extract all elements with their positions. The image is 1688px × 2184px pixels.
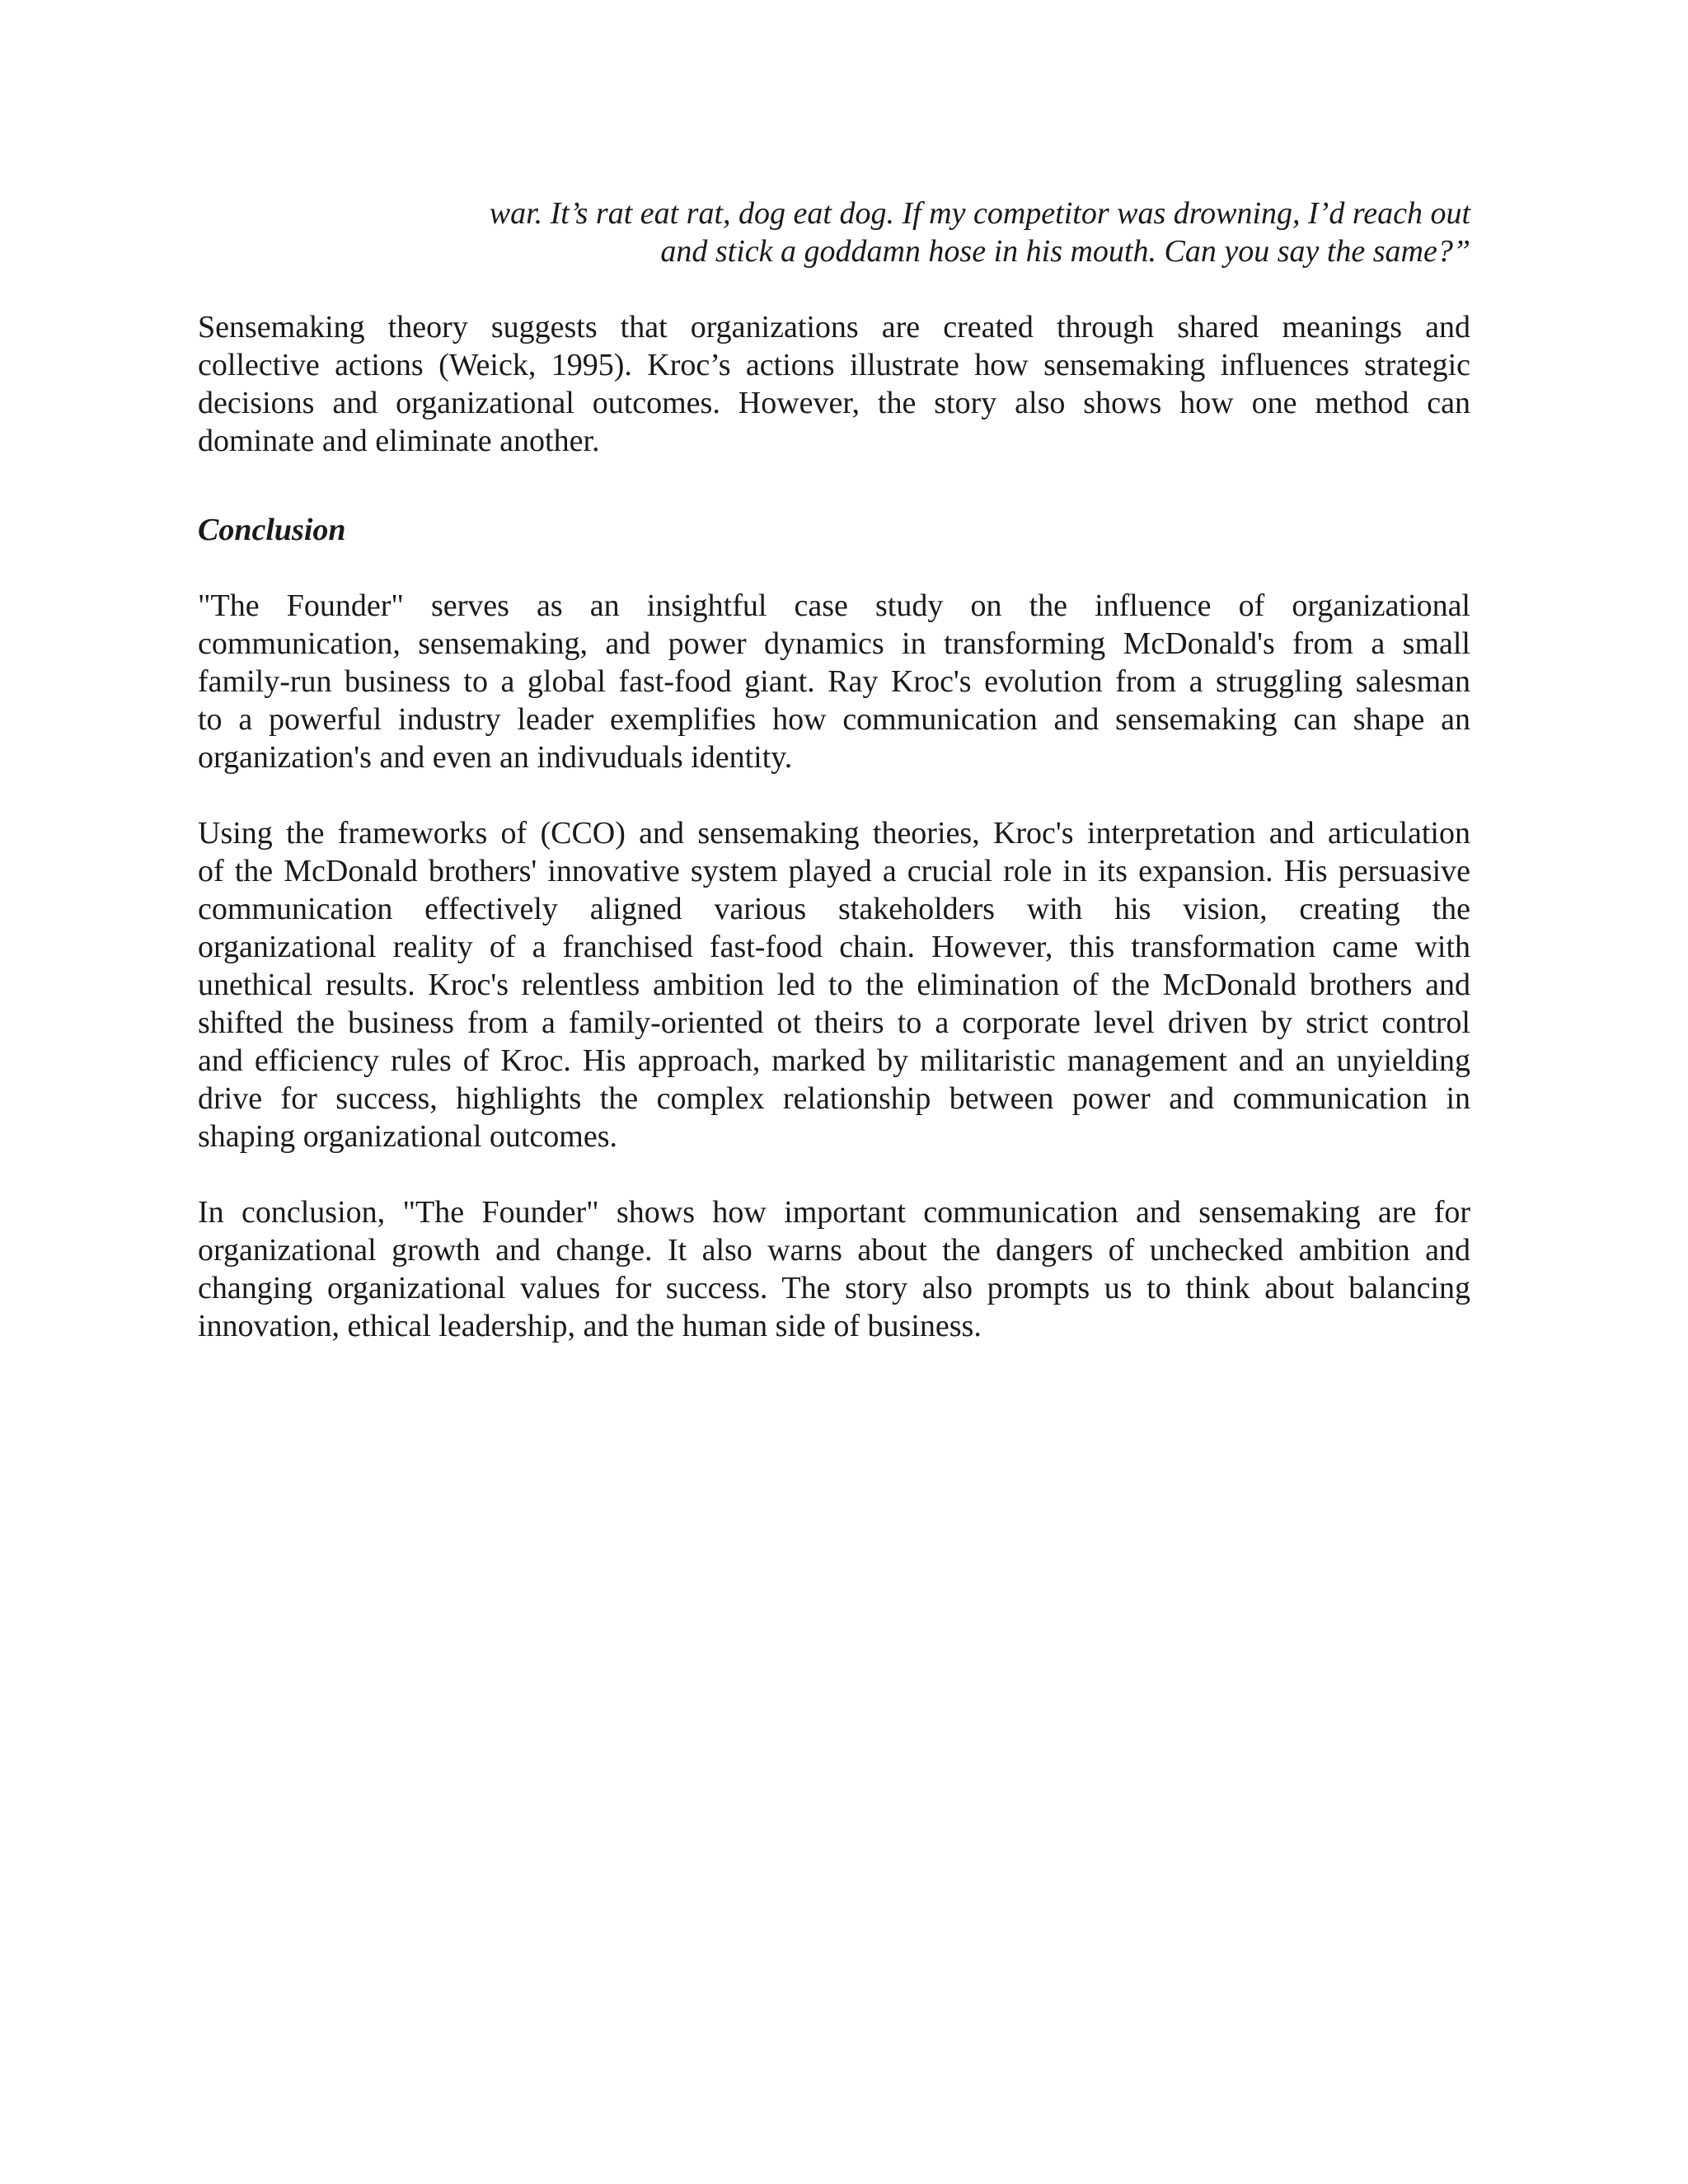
paragraph-line: family-run business to a global fast-food giant. Ray Kroc's evolution from a struggling salesman xyxy=(198,664,1470,699)
paragraph-line: organizational growth and change. It also warns about the dangers of unchecked ambition and xyxy=(198,1233,1470,1268)
paragraph-line: In conclusion, "The Founder" shows how important communication and sensemaking are for xyxy=(198,1195,1470,1230)
paragraph-in-conclusion xyxy=(198,1193,1470,1345)
paragraph-line: "The Founder" serves as an insightful case study on the influence of organizational xyxy=(198,588,1470,623)
paragraph-line: dominate and eliminate another. xyxy=(198,424,600,458)
paragraph-cco-sensemaking xyxy=(198,814,1470,1155)
paragraph-line: changing organizational values for success. The story also prompts us to think about balancing xyxy=(198,1271,1470,1305)
paragraph-line: innovation, ethical leadership, and the human side of business. xyxy=(198,1309,982,1343)
paragraph-line: shifted the business from a family-oriented ot theirs to a corporate level driven by strict control xyxy=(198,1005,1470,1040)
paragraph-line: decisions and organizational outcomes. However, the story also shows how one method can xyxy=(198,386,1470,420)
paragraph-founder-case-study xyxy=(198,587,1470,776)
paragraph-line: organizational reality of a franchised fast-food chain. However, this transformation came with xyxy=(198,930,1470,964)
paragraph-line: drive for success, highlights the complex relationship between power and communication in xyxy=(198,1081,1470,1116)
paragraph-line: to a powerful industry leader exemplifies how communication and sensemaking can shape an xyxy=(198,702,1470,737)
paragraph-sensemaking xyxy=(198,308,1470,460)
document-body xyxy=(198,194,1470,1383)
paragraph-line: organization's and even an indivuduals identity. xyxy=(198,740,793,775)
paragraph-line: communication effectively aligned various stakeholders with his vision, creating the xyxy=(198,892,1470,926)
quote-line: and stick a goddamn hose in his mouth. Can you say the same?” xyxy=(660,234,1470,269)
quote-line: war. It’s rat eat rat, dog eat dog. If my competitor was drowning, I’d reach out xyxy=(489,196,1470,231)
paragraph-line: Using the frameworks of (CCO) and sensemaking theories, Kroc's interpretation and articulation xyxy=(198,816,1470,851)
paragraph-line: communication, sensemaking, and power dynamics in transforming McDonald's from a small xyxy=(198,626,1470,661)
paragraph-line: and efficiency rules of Kroc. His approach, marked by militaristic management and an unyielding xyxy=(198,1043,1470,1078)
block-quote xyxy=(198,194,1470,270)
paragraph-line: unethical results. Kroc's relentless ambition led to the elimination of the McDonald brothers and xyxy=(198,968,1470,1002)
paragraph-line: of the McDonald brothers' innovative system played a crucial role in its expansion. His persuasive xyxy=(198,854,1470,888)
paragraph-line: shaping organizational outcomes. xyxy=(198,1119,618,1154)
section-heading: Conclusion xyxy=(198,513,346,547)
paragraph-line: collective actions (Weick, 1995). Kroc’s actions illustrate how sensemaking influences strategic xyxy=(198,348,1470,382)
paragraph-line: Sensemaking theory suggests that organizations are created through shared meanings and xyxy=(198,310,1470,344)
